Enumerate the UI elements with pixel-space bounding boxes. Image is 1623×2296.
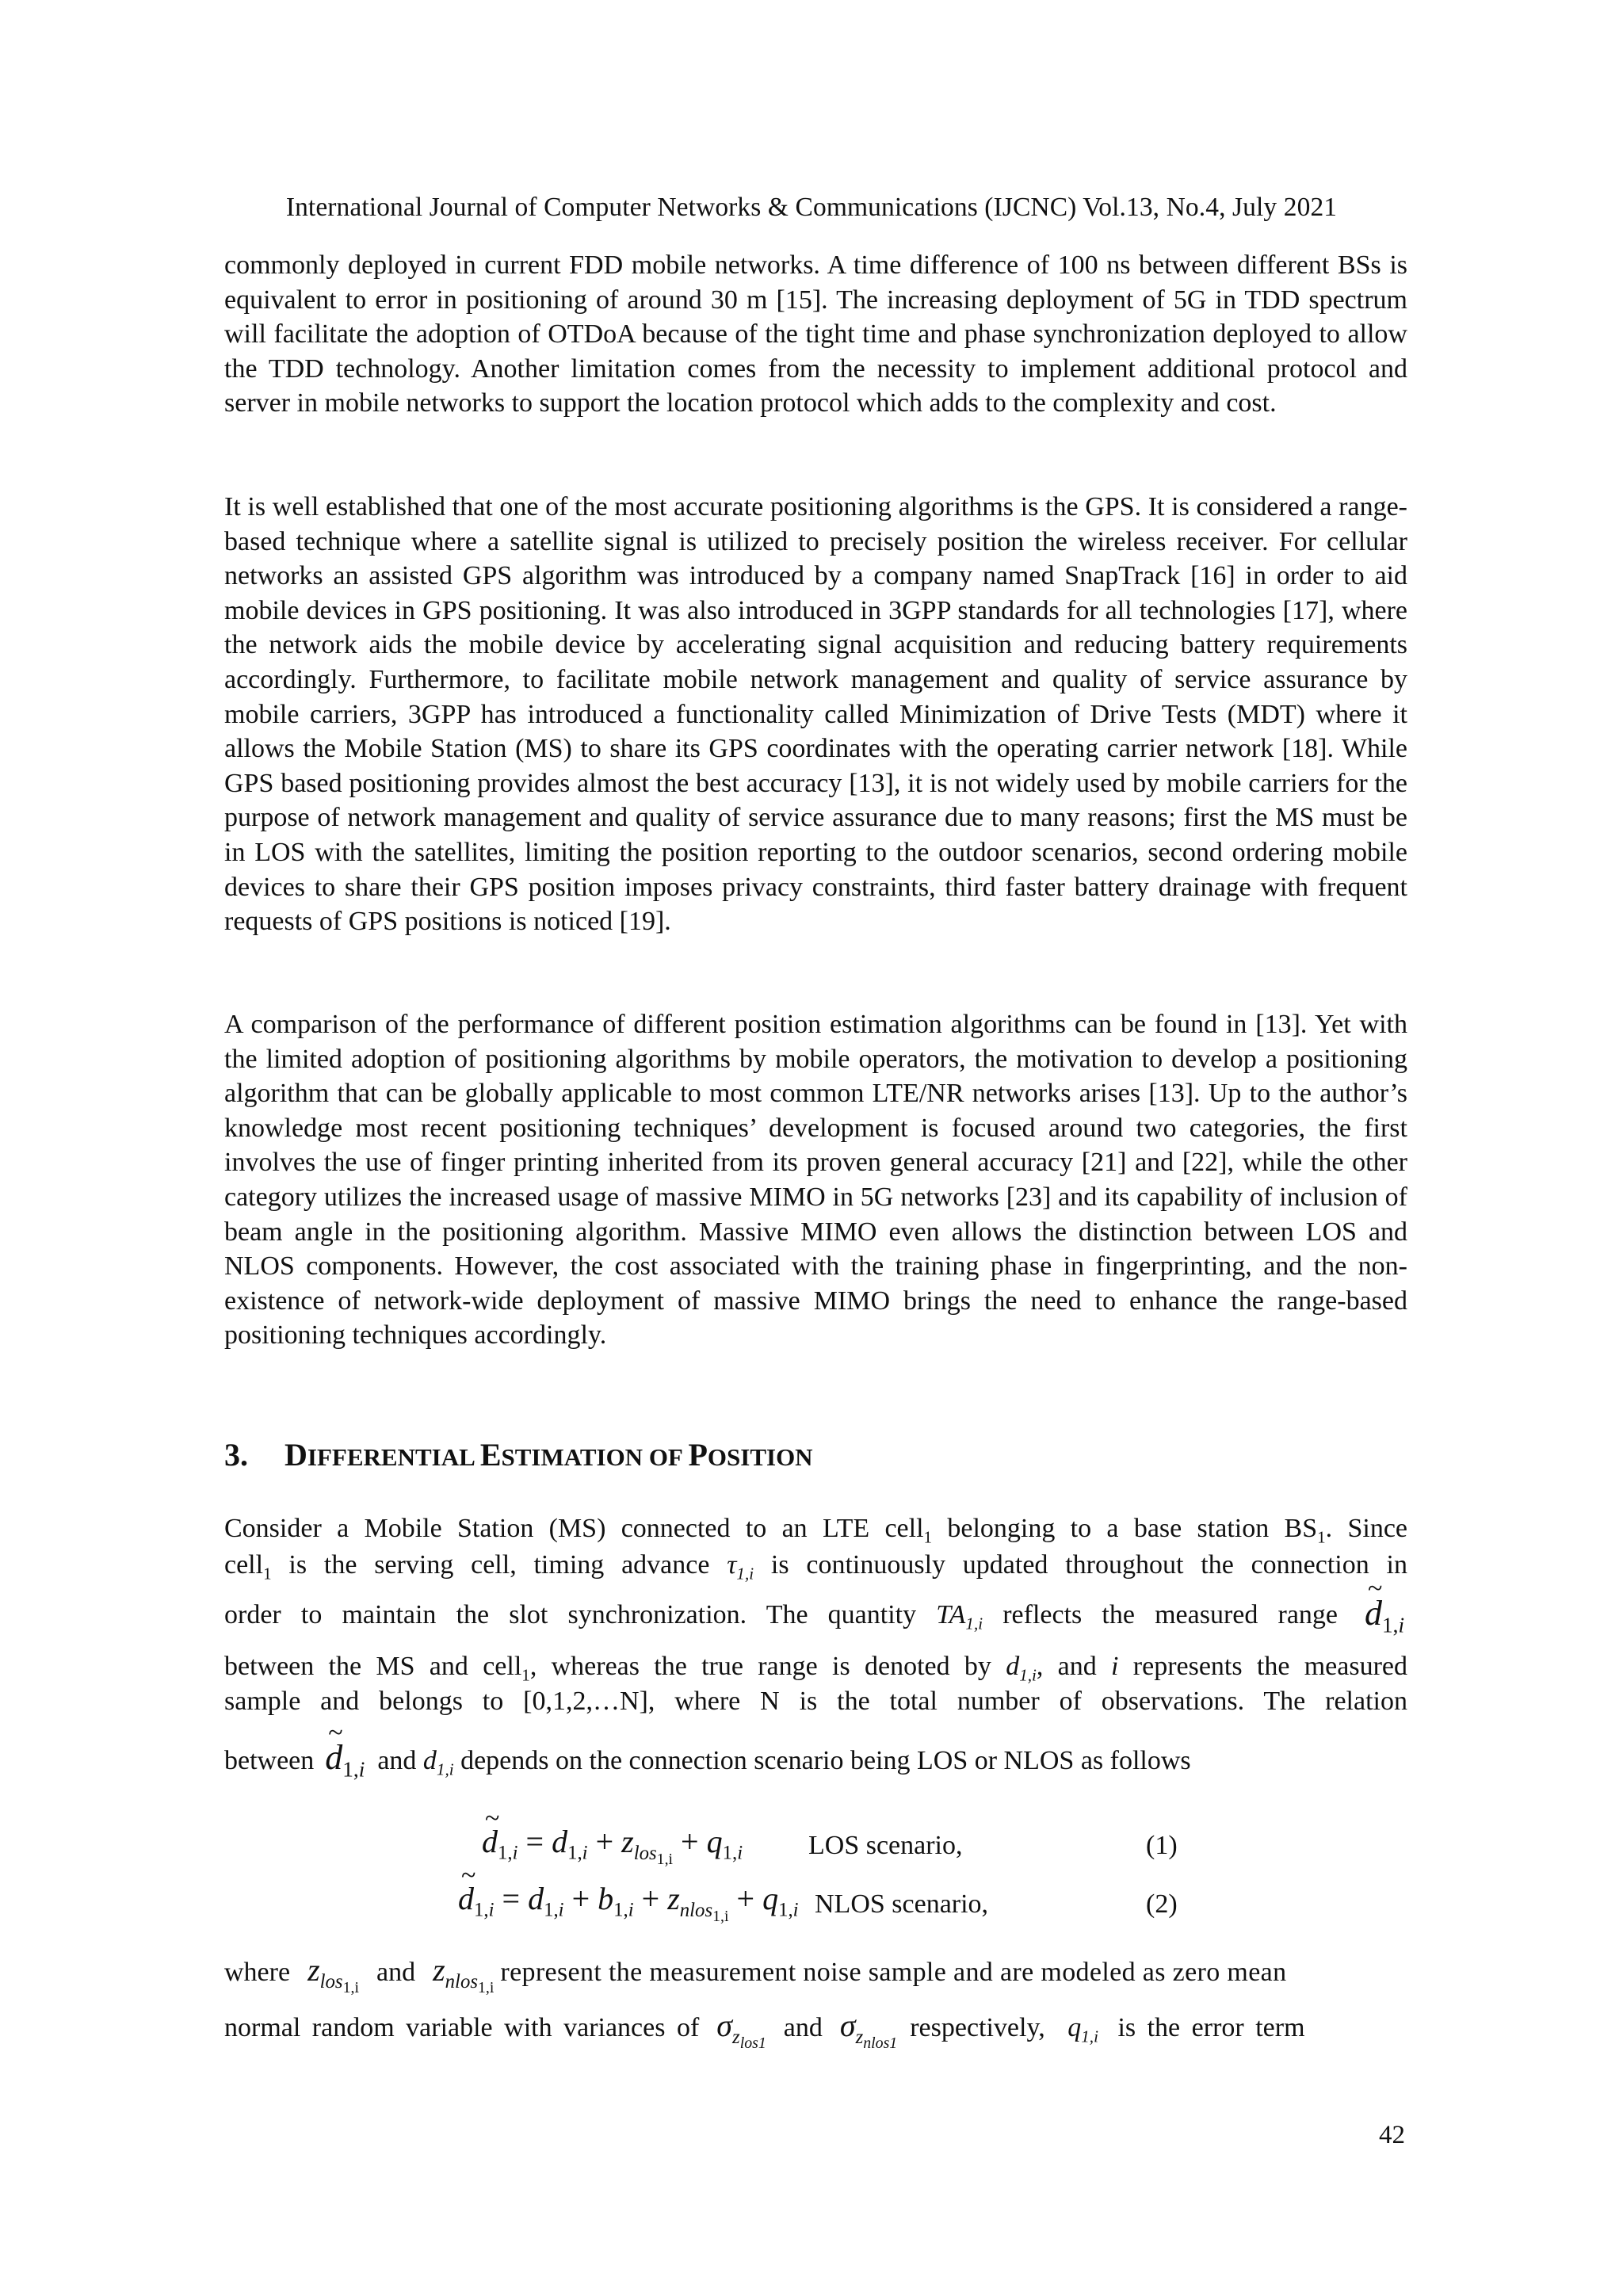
heading-smallcaps: IFFERENTIAL — [307, 1443, 480, 1471]
heading-cap: D — [285, 1437, 307, 1473]
subscript: 1,i — [436, 1759, 454, 1779]
p5-line-1 — [224, 1951, 1407, 1996]
text: , whereas the true range is denoted by — [529, 1652, 1006, 1681]
equation-2-label: NLOS scenario, — [815, 1889, 989, 1919]
paragraph-2: It is well established that one of the most accurate positioning algorithms is the GPS. It is considered a range-based technique where a satellite signal is utilized to precisely position the wireless receiver. For cellular networks an assisted GPS algorithm was introduced by a company named SnapTrack [16] in order to aid mobile devices in GPS positioning. It was also introduced in 3GPP standards for all technologies [17], where the network aids the mobile device by accelerating signal acquisition and reducing battery requirements accordingly. Furthermore, to facilitate mobile network management and quality of service assurance by mobile carriers, 3GPP has introduced a functionality called Minimization of Drive Tests (MDT) where it allows the Mobile Station (MS) to share its GPS coordinates with the operating carrier network [18]. While GPS based positioning provides almost the best accuracy [13], it is not widely used by mobile carriers for the purpose of network management and quality of service assurance due to many reasons; first the MS must be in LOS with the satellites, limiting the position reporting to the outdoor scenarios, second ordering mobile devices to share their GPS position imposes privacy constraints, third faster battery drainage with frequent requests of GPS positions is noticed [19]. — [224, 492, 1407, 937]
subscript: 1,i — [736, 1564, 754, 1584]
subscript: 1 — [521, 1665, 530, 1685]
z-nlos-symbol: $z_{nlos_{1,i}}$ — [433, 1952, 495, 1996]
text: . Since — [1325, 1514, 1407, 1543]
i-symbol: i — [1111, 1652, 1119, 1681]
text: and — [377, 1746, 423, 1775]
paragraph-1: commonly deployed in current FDD mobile networks. A time difference of 100 ns between different BSs is equivalent to error in positioning of around 30 m [15]. The increasing deployment of 5G in TDD spectrum will facilitate the adoption of OTDoA because of the tight time and phase synchronization deployed to allow the TDD technology. Another limitation comes from the necessity to implement additional protocol and server in mobile networks to support the location protocol which adds to the complexity and cost. — [224, 250, 1407, 418]
p4-line-6 — [224, 1737, 1407, 1782]
d-symbol: d — [422, 1746, 437, 1775]
heading-cap: E — [479, 1437, 502, 1473]
equation-2: ~ $d_{1,i} = d_{1,i} + b_{1,i} + z_{nlos_{1,i}} + q_{1,i}$ — [458, 1880, 799, 1917]
text: cell — [224, 1550, 264, 1580]
text: represents the measured — [1118, 1652, 1407, 1681]
text: where — [224, 1958, 291, 1987]
text: Consider a Mobile Station (MS) connected to an LTE cell — [224, 1514, 924, 1543]
subscript: 1,i — [1019, 1665, 1037, 1685]
sigma-z-nlos-symbol: $\sigma_{z_{nlos1}}$ — [839, 2008, 898, 2052]
p4-line-1 — [224, 1514, 1407, 1547]
text: and — [376, 1958, 416, 1987]
subscript: 1 — [1317, 1527, 1326, 1547]
text: is continuously updated throughout the connection in — [754, 1550, 1407, 1580]
page-number: 42 — [1379, 2121, 1405, 2149]
equation-1-number: (1) — [1146, 1831, 1178, 1860]
text: respectively, — [910, 2013, 1045, 2042]
text: reflects the measured range — [983, 1600, 1338, 1629]
p4-line-5: sample and belongs to [0,1,2,…N], where N is the total number of observations. The relation — [224, 1687, 1407, 1716]
p4-line-4 — [224, 1652, 1407, 1685]
text: order to maintain the slot synchronization. The quantity — [224, 1600, 937, 1629]
text: , and — [1036, 1652, 1112, 1681]
text: between — [224, 1746, 315, 1775]
subscript: 1,i — [1081, 2027, 1098, 2046]
journal-header: International Journal of Computer Networks & Communications (IJCNC) Vol.13, No.4, July 2021 — [285, 193, 1338, 222]
heading-smallcaps: OSITION — [707, 1443, 813, 1471]
text: belonging to a base station BS — [932, 1514, 1318, 1543]
equation-2-number: (2) — [1146, 1889, 1178, 1919]
section-heading — [224, 1436, 813, 1473]
equation-1-label: LOS scenario, — [808, 1831, 963, 1860]
equation-1: ~ $d_{1,i} = d_{1,i} + z_{los_{1,i}} + q_{1,i}$ — [482, 1823, 743, 1860]
subscript: 1,i — [965, 1614, 983, 1633]
subscript: 1 — [923, 1527, 933, 1547]
paragraph-3: A comparison of the performance of different position estimation algorithms can be found in [13]. Yet with the limited adoption of positioning algorithms by mobile operators, the motivation to develop a positioning algorithm that can be globally applicable to most common LTE/NR networks arises [13]. Up to the author’s knowledge most recent positioning techniques’ development is focused around two categories, the first involves the use of finger printing inherited from its proven general accuracy [21] and [22], while the other category utilizes the increased usage of massive MIMO in 5G networks [23] and its capability of inclusion of beam angle in the positioning algorithm. Massive MIMO even allows the distinction between LOS and NLOS components. However, the cost associated with the training phase in fingerprinting, and the non-existence of network-wide deployment of massive MIMO brings the need to enhance the range-based positioning techniques accordingly. — [224, 1010, 1407, 1350]
p4-line-2 — [224, 1550, 1407, 1584]
text: is the error term — [1117, 2013, 1305, 2042]
d-tilde-1i-inline: ~ $d_{1,i}$ — [1365, 1593, 1404, 1633]
subscript: 1 — [263, 1564, 272, 1584]
text: represent the measurement noise sample and are modeled as zero mean — [500, 1958, 1287, 1987]
section-number: 3. — [224, 1437, 248, 1473]
sigma-z-los-symbol: $\sigma_{z_{los1}}$ — [716, 2008, 766, 2052]
text: and — [783, 2013, 823, 2042]
text: depends on the connection scenario being LOS or NLOS as follows — [453, 1746, 1191, 1775]
p4-line-3 — [224, 1600, 1338, 1633]
heading-smallcaps: STIMATION OF — [501, 1443, 689, 1471]
tau-symbol: τ — [727, 1550, 737, 1580]
d-symbol: d — [1006, 1652, 1020, 1681]
d-tilde-1i-inline: ~ $d_{1,i}$ — [325, 1738, 365, 1777]
z-los-symbol: $z_{los_{1,i}}$ — [307, 1952, 359, 1996]
text: is the serving cell, timing advance — [271, 1550, 727, 1580]
ta-symbol: TA — [936, 1600, 966, 1629]
q-symbol: q — [1067, 2013, 1082, 2042]
p5-line-2 — [224, 2007, 1407, 2052]
heading-cap: P — [688, 1437, 708, 1473]
text: normal random variable with variances of — [224, 2013, 700, 2042]
text: between the MS and cell — [224, 1652, 522, 1681]
